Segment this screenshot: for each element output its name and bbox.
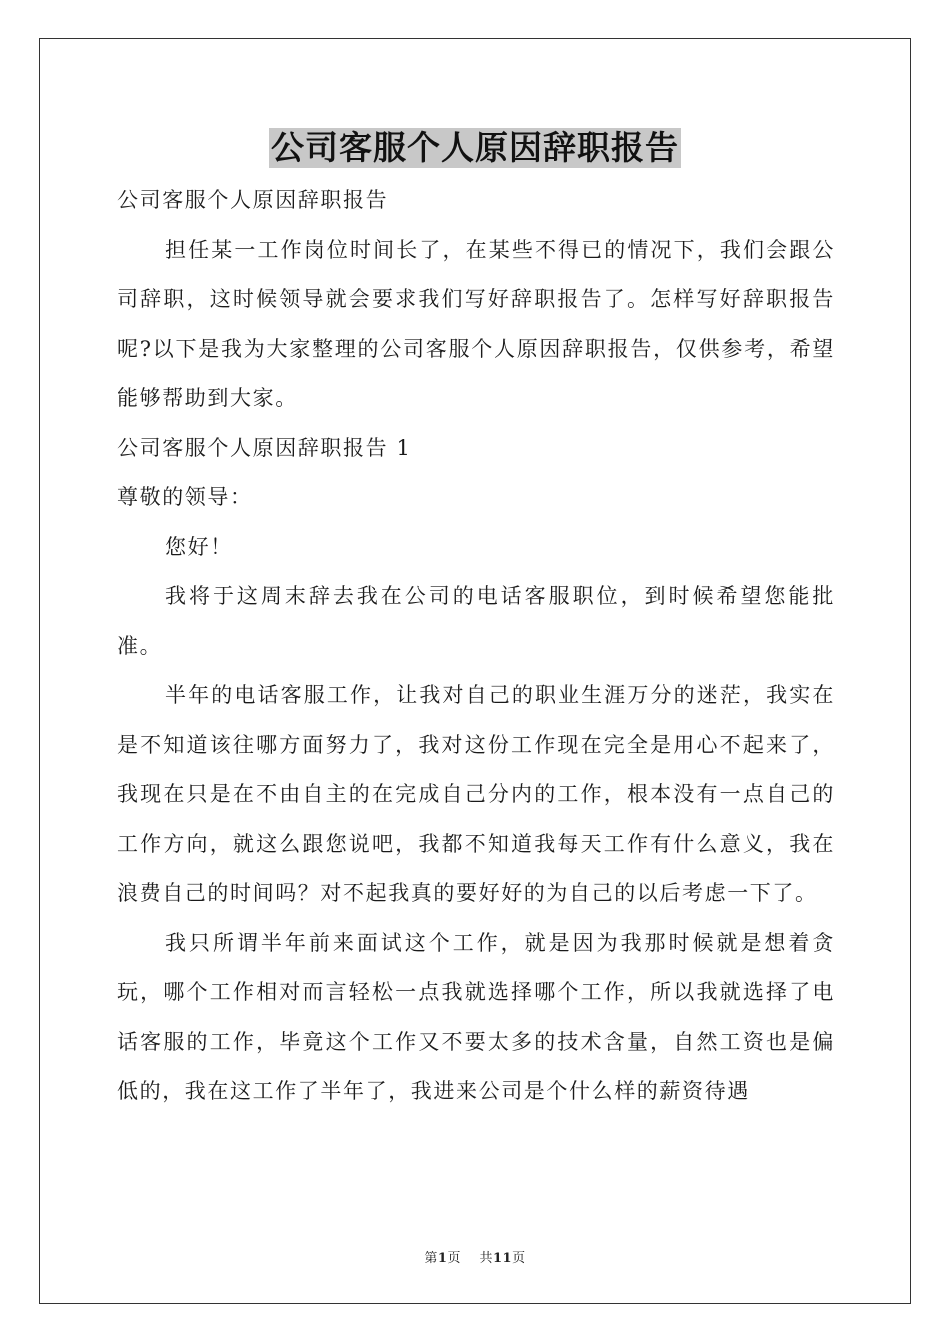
current-page-number: 1 — [437, 1251, 448, 1266]
total-page-count: 11 — [493, 1251, 513, 1266]
paragraph: 公司客服个人原因辞职报告 — [117, 188, 389, 212]
title-container — [0, 128, 950, 168]
paragraph: 担任某一工作岗位时间长了，在某些不得已的情况下，我们会跟公司辞职，这时候领导就会要求我们写好辞职报告了。怎样写好辞职报告呢?以下是我为大家整理的公司客服个人原因辞职报告，仅供参考，希望能够帮助到大家。 — [117, 237, 835, 410]
page-footer — [0, 1247, 950, 1266]
total-suffix: 页 — [512, 1251, 526, 1266]
paragraph: 公司客服个人原因辞职报告 1 — [117, 435, 412, 460]
document-body — [117, 176, 835, 1117]
total-prefix: 共 — [479, 1251, 493, 1266]
paragraph: 我将于这周末辞去我在公司的电话客服职位，到时候希望您能批准。 — [117, 584, 835, 658]
page-suffix: 页 — [447, 1251, 461, 1266]
page-prefix: 第 — [424, 1251, 438, 1266]
paragraph: 我只所谓半年前来面试这个工作，就是因为我那时候就是想着贪玩，哪个工作相对而言轻松一点我就选择哪个工作，所以我就选择了电话客服的工作，毕竟这个工作又不要太多的技术含量，自然工资也是偏低的，我在这工作了半年了，我进来公司是个什么样的薪资待遇 — [117, 930, 835, 1103]
paragraph: 尊敬的领导： — [117, 485, 253, 509]
paragraph: 您好！ — [165, 534, 233, 559]
document-title: 公司客服个人原因辞职报告 — [271, 128, 679, 167]
paragraph: 半年的电话客服工作，让我对自己的职业生涯万分的迷茫，我实在是不知道该往哪方面努力了，我对这份工作现在完全是用心不起来了，我现在只是在不由自主的在完成自己分内的工作，根本没有一点自己的工作方向，就这么跟您说吧，我都不知道我每天工作有什么意义，我在浪费自己的时间吗？对不起我真的要好好的为自己的以后考虑一下了。 — [117, 683, 835, 905]
